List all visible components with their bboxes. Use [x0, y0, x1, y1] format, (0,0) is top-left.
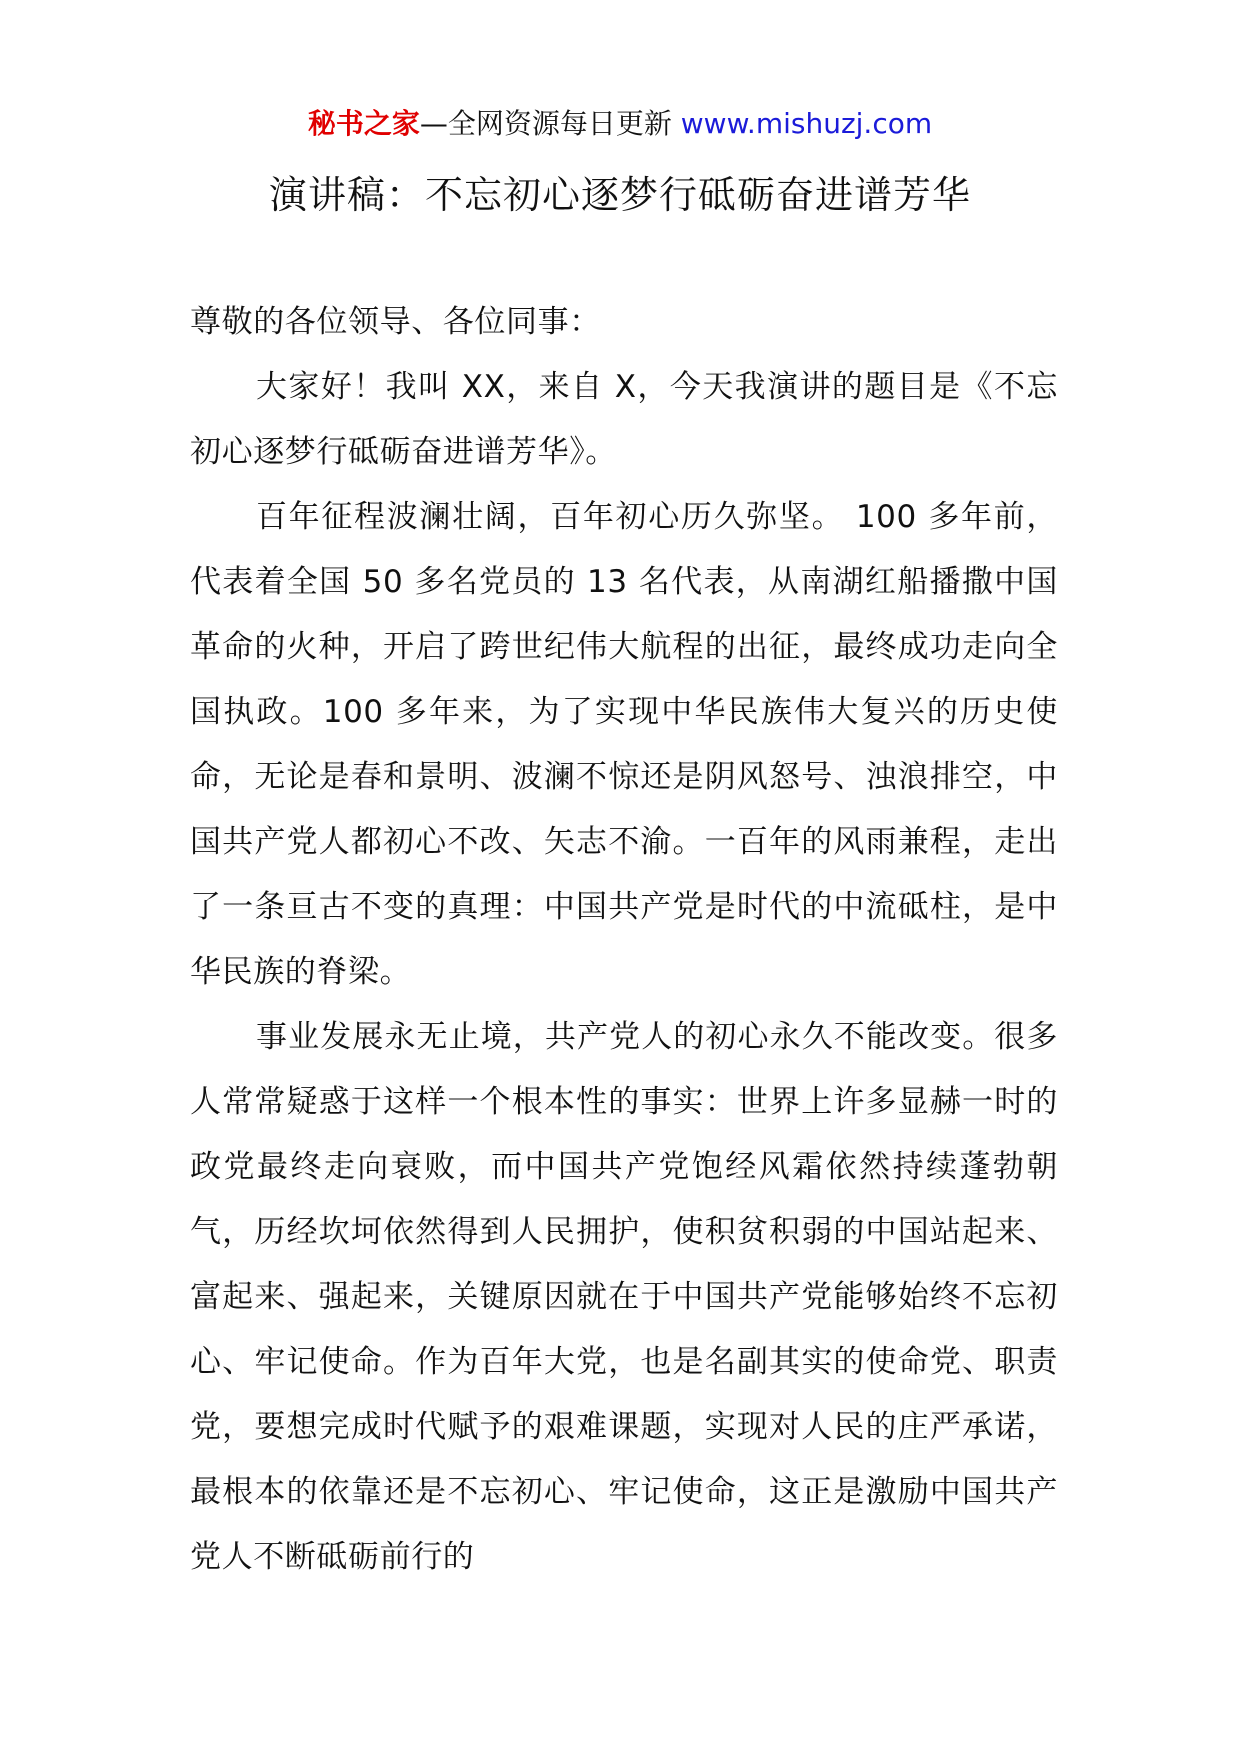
site-url-link[interactable]: www.mishuzj.com	[680, 107, 933, 140]
paragraph-mission: 事业发展永无止境，共产党人的初心永久不能改变。很多人常常疑惑于这样一个根本性的事实：世界上许多显赫一时的政党最终走向衰败，而中国共产党饱经风霜依然持续蓬勃朝气，历经坎坷依然得到人民拥护，使积贫积弱的中国站起来、富起来、强起来，关键原因就在于中国共产党能够始终不忘初心、牢记使命。作为百年大党，也是名副其实的使命党、职责党，要想完成时代赋予的艰难课题，实现对人民的庄严承诺，最根本的依靠还是不忘初心、牢记使命，这正是激励中国共产党人不断砥砺前行的	[190, 1019, 1058, 1575]
document-title: 演讲稿：不忘初心逐梦行砥砺奋进谱芳华	[268, 173, 971, 217]
salutation: 尊敬的各位领导、各位同事：	[190, 304, 601, 340]
document-body	[190, 290, 1058, 1590]
header-tagline: —全网资源每日更新	[419, 107, 681, 140]
site-header	[0, 100, 1240, 148]
paragraph-intro: 大家好！我叫 XX，来自 X，今天我演讲的题目是《不忘初心逐梦行砥砺奋进谱芳华》。	[190, 369, 1058, 470]
brand-name: 秘书之家	[307, 107, 420, 140]
paragraph-history: 百年征程波澜壮阔，百年初心历久弥坚。 100 多年前，代表着全国 50 多名党员的 13 名代表，从南湖红船播撒中国革命的火种，开启了跨世纪伟大航程的出征，最终成功走向全国执政。100 多年来，为了实现中华民族伟大复兴的历史使命，无论是春和景明、波澜不惊还是阴风怒号、浊浪排空，中国共产党人都初心不改、矢志不渝。一百年的风雨兼程，走出了一条亘古不变的真理：中国共产党是时代的中流砥柱，是中华民族的脊梁。	[190, 499, 1058, 990]
